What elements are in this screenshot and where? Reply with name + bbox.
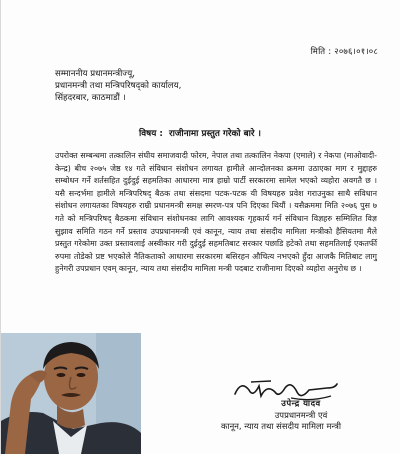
- portrait-photo: [1, 333, 141, 454]
- letter-date: मिति : २०७६।०१।०८: [310, 47, 378, 57]
- signatory-name: उपेन्द्र यादव: [281, 398, 321, 408]
- signatory-title-1: उपप्रधानमन्त्री एवं: [274, 409, 328, 420]
- subject-text: राजीनामा प्रस्तुत गरेको बारे ।: [169, 129, 261, 139]
- addressee-line-3: सिंहदरबार, काठमाडौं ।: [55, 93, 126, 103]
- addressee-line-2: प्रधानमन्त्री तथा मन्त्रिपरिषद्को कार्यालय,: [55, 81, 182, 91]
- letter-body: उपरोक्त सम्बन्धमा तत्कालिन संघीय समाजवादी फोरम, नेपाल तथा तत्कालिन नेकपा (एमाले) र नेकपा (माओवादी-केन्द्र) बीच २०७५ जेष्ठ १४ गते संविधान संशोधन लगायत हामीले आन्दोलनका क्रममा उठाएका माग र मुद्दाहरु सम्बोधन गर्ने शर्तसहित दुईदुई सहमतिका आधारमा मात्र हाम्रो पार्टी सरकारमा सामेल भएको व्यहोरा अवगतै छ । यसै सन्दर्भमा हामीले मन्त्रिपरिषद् बैठक तथा संसदमा पटक-पटक यी विषयहरु प्रवेश गराउनुका साथै सविधान संशोधन लगायतका विषयहरु राम्री प्रधानमन्त्री समक्ष स्मरण-पत्र पनि दिएका थियौं । यसैक्रममा मिति २०७६ पुस ७ गते को मन्त्रिपरिषद् बैठकमा संविधान संशोधनका लागि आवश्यक गृहकार्य गर्न संविधान विज्ञहरु सम्मिलित विज्ञ सुझाव समिति गठन गर्ने प्रस्ताव उपप्रधानमन्त्री एवं कानून, न्याय तथा संसदीय मामिला मन्त्रीको हैसियतमा मैले प्रस्तुत गरेकोमा उक्त प्रस्तावलाई अस्वीकार गरी दुईदुई सहमतिबाट सरकार पछाडि हटेको तथा सहमतिलाई एकतर्फी रुपमा तोडेको प्रष्ट भएकोले नैतिकताको आधारमा सरकारमा बसिरहन औचित्य नभएको हुँदा आजकै मितिबाट लागु हुनेगरी उपप्रधान एवम् कानून, न्याय तथा संसदीय मामिला मन्त्री पदबाट राजीनामा दिएको व्यहोरा अनुरोध छ ।: [55, 151, 377, 274]
- addressee-line-1: सम्माननीय प्रधानमन्त्रीज्यू,: [55, 69, 135, 79]
- signatory-title-2: कानून, न्याय तथा संसदीय मामिला मन्त्री: [220, 421, 342, 431]
- addressee-block: [55, 68, 181, 104]
- subject-label: विषय :: [139, 129, 163, 139]
- portrait-illustration: [1, 333, 141, 454]
- signatory-block: [220, 398, 376, 433]
- subject-line: [139, 127, 261, 139]
